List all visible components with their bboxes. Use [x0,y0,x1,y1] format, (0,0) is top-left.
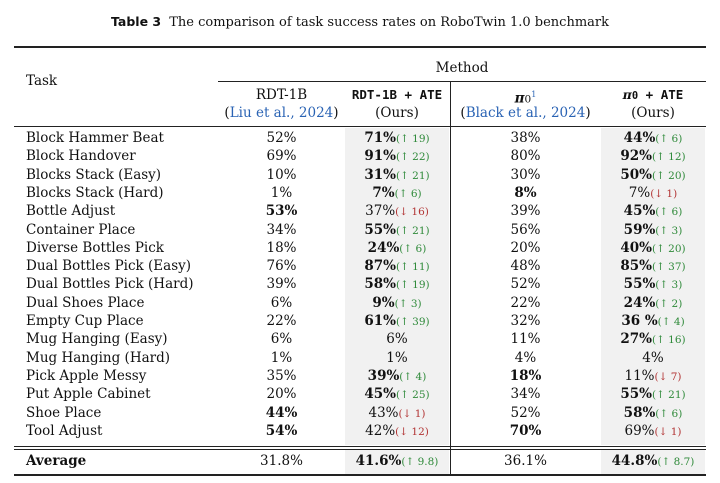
decrease-delta: (↓ 12) [395,426,429,438]
increase-delta: (↑ 37) [651,261,686,273]
cell-value: 1% [386,350,408,366]
cell-value: 31.8% [260,453,303,469]
cell-value: 50% [620,167,652,183]
cell-value: 39% [266,276,297,292]
cell-value: 80% [510,148,541,164]
table-cell [450,129,601,147]
average-label: Average [26,453,87,469]
cell-value: 56% [510,222,541,238]
increase-delta: (↑ 21) [395,170,430,182]
cell-value: 24% [623,295,656,311]
table-cell [601,422,705,441]
table-cell [601,452,705,471]
cell-value: 85% [620,258,652,274]
pi-symbol: π [622,87,632,102]
table-cell [450,166,601,184]
cell-value: 24% [367,240,400,256]
cell-value: 38% [510,130,541,146]
task-name: Container Place [26,222,136,238]
table-cell [218,294,345,312]
table-cell [345,275,449,294]
task-name: Dual Shoes Place [26,295,145,311]
table-cell [450,312,601,330]
cell-value: 36.1% [504,453,547,469]
table-cell [601,404,705,423]
pi-symbol: π [514,90,525,107]
table-cell [450,184,601,202]
table-cell [218,367,345,385]
average-rule-2 [14,449,706,450]
pi-subscript: 0 [631,90,639,102]
caption-text: The comparison of task success rates on RoboTwin 1.0 benchmark [169,15,609,30]
table-cell [450,349,601,367]
ours-label: (Ours) [375,105,419,121]
table-cell [601,312,705,331]
table-cell [218,330,345,348]
table-cell [345,452,449,471]
decrease-delta: (↓ 1) [650,188,678,200]
method-column-name: RDT-1B + ATE [351,87,443,102]
cell-value: 55% [620,386,652,402]
cell-value: 6% [270,331,293,347]
task-name: Bottle Adjust [26,203,116,219]
cell-value: 1% [270,185,293,201]
cell-value: 87% [364,258,396,274]
increase-delta: (↑ 12) [651,151,686,163]
table-cell [218,239,345,257]
table-cell [450,404,601,422]
increase-delta: (↑ 3) [655,225,683,237]
citation-text[interactable]: Liu et al., 2024 [229,105,334,121]
cell-value: 69% [266,148,297,164]
task-name: Mug Hanging (Easy) [26,331,168,347]
table-cell [450,275,601,293]
citation-link[interactable]: (Black et al., 2024) [460,105,591,121]
cell-value: 61% [364,313,396,329]
table-cell [601,294,705,313]
method-header: Method [435,60,489,76]
cell-value: 11% [624,368,655,384]
decrease-delta: (↓ 16) [395,206,429,218]
cell-value: 6% [270,295,293,311]
table-cell [450,452,601,470]
cell-value: 45% [364,386,396,402]
table-cell [345,385,449,404]
increase-delta: (↑ 21) [651,389,686,401]
ours-label: (Ours) [631,105,675,121]
cell-value: 44.8% [611,453,658,469]
cell-value: 69% [624,423,655,439]
citation-link[interactable]: (Liu et al., 2024) [224,105,339,121]
increase-delta: (↑ 2) [655,298,683,310]
cell-value: 43% [368,405,399,421]
table-cell [218,129,345,147]
increase-delta: (↑ 8.7) [657,456,695,468]
table-cell [450,257,601,275]
cell-value: 53% [265,203,298,219]
table-cell [345,129,449,148]
cell-value: 58% [623,405,656,421]
increase-delta: (↑ 11) [395,261,430,273]
task-name: Diverse Bottles Pick [26,240,164,256]
increase-delta: (↑ 3) [655,279,683,291]
cell-value: 7% [628,185,651,201]
table-cell [601,275,705,294]
increase-delta: (↑ 3) [394,298,422,310]
table-cell [218,404,345,422]
method-column-name [601,86,705,105]
cell-value: 39% [367,368,400,384]
cell-value: 41.6% [355,453,402,469]
table-cell [450,239,601,257]
cell-value: 20% [510,240,541,256]
table-cell [345,184,449,203]
cell-value: 76% [266,258,297,274]
cell-value: 34% [510,386,541,402]
decrease-delta: (↓ 7) [654,371,682,383]
method-column-name: RDT-1B [255,87,308,103]
increase-delta: (↑ 20) [651,243,686,255]
increase-delta: (↑ 4) [657,316,685,328]
cell-value: 32% [510,313,541,329]
increase-delta: (↑ 6) [399,243,427,255]
increase-delta: (↑ 22) [395,151,430,163]
cell-value: 71% [364,130,396,146]
cell-value: 42% [365,423,396,439]
header-rule [14,126,706,127]
cell-value: 27% [620,331,652,347]
table-cell [345,239,449,258]
increase-delta: (↑ 21) [395,225,430,237]
citation-text[interactable]: Black et al., 2024 [465,105,586,121]
task-name: Block Handover [26,148,136,164]
table-cell [601,257,705,276]
increase-delta: (↑ 9.8) [401,456,439,468]
table-cell [601,330,705,349]
method-underline [218,81,706,82]
cell-value: 55% [623,276,656,292]
table-cell [345,202,449,221]
cell-value: 52% [510,276,541,292]
cell-value: 45% [623,203,656,219]
task-name: Dual Bottles Pick (Hard) [26,276,194,292]
cell-value: 6% [386,331,408,347]
cell-value: 22% [510,295,541,311]
table-cell [218,147,345,165]
table-cell [345,404,449,423]
increase-delta: (↑ 39) [395,316,430,328]
cell-value: 4% [514,350,537,366]
cell-value: 54% [265,423,298,439]
bottom-rule [14,474,706,476]
cell-value: 34% [266,222,297,238]
task-name: Put Apple Cabinet [26,386,151,402]
task-name: Pick Apple Messy [26,368,147,384]
table-cell [601,221,705,240]
cell-value: 18% [509,368,542,384]
table-cell [345,349,449,367]
cell-value: 35% [266,368,297,384]
increase-delta: (↑ 4) [399,371,427,383]
table-cell [345,367,449,386]
task-name: Empty Cup Place [26,313,144,329]
table-cell [601,166,705,185]
increase-delta: (↑ 6) [394,188,422,200]
cell-value: 91% [364,148,396,164]
table-cell [345,294,449,313]
cell-value: 44% [265,405,298,421]
table-cell [218,257,345,275]
table-cell [450,330,601,348]
table-cell [218,202,345,220]
cell-value: 10% [266,167,297,183]
task-name: Tool Adjust [26,423,103,439]
cell-value: 9% [372,295,395,311]
cell-value: 36 % [621,313,658,329]
table-cell [345,147,449,166]
table-cell [218,275,345,293]
task-name: Shoe Place [26,405,102,421]
increase-delta: (↑ 6) [655,133,683,145]
cell-value: 44% [623,130,656,146]
cell-value: 1% [270,350,293,366]
cell-value: 92% [620,148,652,164]
increase-delta: (↑ 20) [651,170,686,182]
table-cell [345,422,449,441]
task-name: Dual Bottles Pick (Easy) [26,258,192,274]
decrease-delta: (↓ 1) [654,426,682,438]
table-cell [345,330,449,348]
task-header: Task [26,73,58,89]
cell-value: 30% [510,167,541,183]
table-cell [601,239,705,258]
cell-value: 48% [510,258,541,274]
cell-value: 4% [642,350,664,366]
cell-value: 52% [266,130,297,146]
cell-value: 40% [620,240,652,256]
cell-value: 39% [510,203,541,219]
table-cell [601,129,705,148]
table-cell [345,257,449,276]
table-cell [450,294,601,312]
increase-delta: (↑ 16) [651,334,686,346]
cell-value: 55% [364,222,396,238]
table-cell [345,312,449,331]
table-cell [218,221,345,239]
average-rule-1 [14,446,706,447]
task-name: Block Hammer Beat [26,130,164,146]
cell-value: 8% [514,185,537,201]
table-cell [601,202,705,221]
table-cell [218,166,345,184]
table-cell [450,221,601,239]
table-cell [450,202,601,220]
table-cell [601,385,705,404]
increase-delta: (↑ 6) [655,206,683,218]
table-cell [218,349,345,367]
task-name: Mug Hanging (Hard) [26,350,171,366]
table-cell [218,452,345,470]
cell-value: 52% [510,405,541,421]
table-cell [601,367,705,386]
table-cell [218,312,345,330]
table-cell [450,422,601,440]
table-caption [0,14,720,30]
table-cell [218,184,345,202]
cell-value: 59% [623,222,656,238]
cell-value: 7% [372,185,395,201]
increase-delta: (↑ 25) [395,389,430,401]
table-cell [450,385,601,403]
decrease-delta: (↓ 1) [398,408,426,420]
increase-delta: (↑ 6) [655,408,683,420]
increase-delta: (↑ 19) [395,279,430,291]
task-name: Blocks Stack (Easy) [26,167,162,183]
table-cell [345,221,449,240]
table-cell [218,422,345,440]
cell-value: 37% [365,203,396,219]
table-cell [450,367,601,385]
pi-subscript: 0 [524,93,532,106]
cell-value: 31% [364,167,396,183]
table-cell [601,184,705,203]
cell-value: 70% [509,423,542,439]
increase-delta: (↑ 19) [395,133,430,145]
table-cell [450,147,601,165]
cell-value: 20% [266,386,297,402]
task-name: Blocks Stack (Hard) [26,185,164,201]
table-cell [601,147,705,166]
table-cell [218,385,345,403]
column-name-suffix: + ATE [638,87,684,102]
cell-value: 58% [364,276,396,292]
cell-value: 11% [510,331,541,347]
table-cell [601,349,705,367]
caption-label: Table 3 [110,14,162,29]
cell-value: 18% [266,240,297,256]
cell-value: 22% [266,313,297,329]
table-cell [345,166,449,185]
top-rule [14,46,706,48]
footnote-mark: 1 [531,90,537,99]
